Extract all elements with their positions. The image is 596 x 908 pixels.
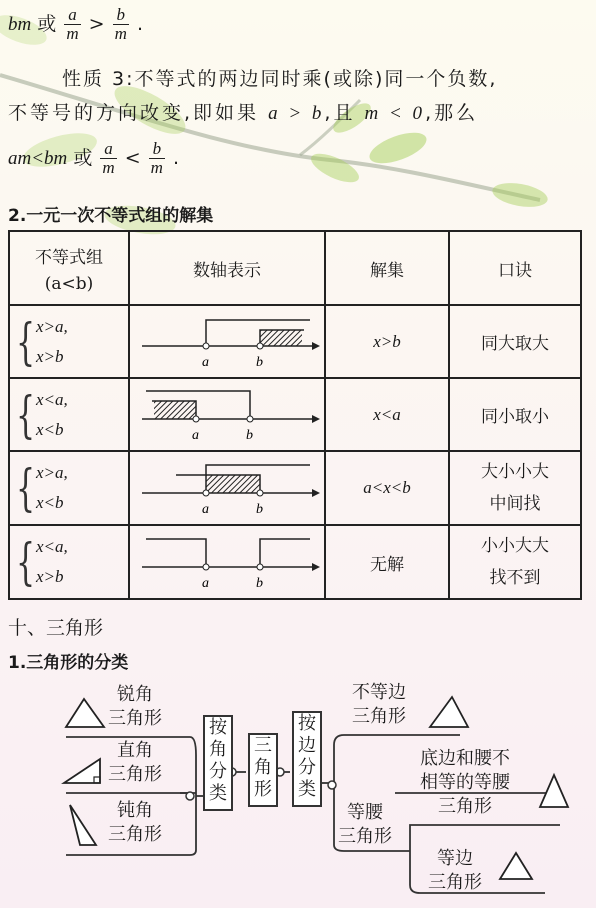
isosceles-triangle-label: 等腰 三角形	[338, 802, 392, 847]
header-number-line: 数轴表示	[129, 231, 325, 305]
inequality-system: { x>a, x>b	[16, 312, 68, 371]
svg-text:a: a	[192, 428, 199, 443]
property-3-line-c: am<bm 或 $\frac{a}{m}$ < $\frac{b}{m}$ .	[8, 139, 180, 177]
fraction-a-over-m-2: $\frac{a}{m}$	[102, 139, 115, 177]
obtuse-triangle-icon	[70, 805, 96, 845]
triangle-center-box: 三 角 形	[248, 733, 278, 807]
number-line-diagram	[132, 306, 322, 372]
svg-text:b: b	[256, 355, 263, 370]
fraction-a-over-m: $\frac{a}{m}$	[66, 5, 79, 43]
table-row	[9, 451, 581, 525]
by-angle-box: 按 角 分 类	[203, 715, 233, 811]
solution-cell: x<a	[325, 378, 449, 451]
fraction-b-over-m-2: $\frac{b}{m}$	[150, 139, 163, 177]
fraction-b-over-m: $\frac{b}{m}$	[114, 5, 127, 43]
scalene-triangle-label: 不等边 三角形	[352, 682, 406, 727]
number-line-diagram	[132, 379, 322, 445]
svg-text:a: a	[202, 355, 209, 370]
section-10-title: 十、三角形	[8, 617, 104, 639]
obtuse-triangle-label: 钝角 三角形	[108, 800, 162, 845]
table-row	[9, 305, 581, 378]
inequality-system: { x<a, x>b	[16, 533, 68, 591]
table-header-row	[9, 231, 581, 305]
svg-text:b: b	[256, 501, 263, 517]
header-rhyme: 口诀	[449, 231, 581, 305]
table-row	[9, 525, 581, 599]
header-system: 不等式组 (a<b)	[9, 231, 129, 305]
acute-triangle-icon	[66, 699, 104, 727]
inequality-system-table	[8, 230, 582, 600]
iso-unequal-label: 底边和腰不 相等的等腰 三角形	[420, 748, 510, 817]
svg-text:b: b	[256, 575, 263, 591]
solution-cell: 无解	[325, 525, 449, 599]
inequality-system: { x>a, x<b	[16, 459, 68, 517]
svg-text:a: a	[202, 575, 209, 591]
number-line-cell	[129, 378, 325, 451]
triangle-classification-diagram	[0, 675, 596, 908]
number-line-cell	[129, 451, 325, 525]
rhyme-cell: 小小大大 找不到	[449, 525, 581, 599]
table-row	[9, 378, 581, 451]
equilateral-triangle-icon	[500, 853, 532, 879]
number-line-diagram	[132, 453, 322, 519]
property-3-line-a: 性质 3:不等式的两边同时乘(或除)同一个负数,	[62, 68, 498, 90]
inequality-system: { x<a, x<b	[16, 385, 68, 444]
formula-line-1: bm 或 $\frac{a}{m}$ > $\frac{b}{m}$ .	[8, 5, 144, 43]
header-solution: 解集	[325, 231, 449, 305]
solution-cell: a<x<b	[325, 451, 449, 525]
by-side-box: 按 边 分 类	[292, 711, 322, 807]
number-line-diagram	[132, 527, 322, 593]
svg-text:b: b	[246, 428, 253, 443]
solution-cell: x>b	[325, 305, 449, 378]
property-3-line-b: 不等号的方向改变,即如果 a > b,且 m < 0,那么	[8, 102, 479, 124]
isosceles-triangle-icon	[540, 775, 568, 807]
number-line-cell	[129, 525, 325, 599]
svg-text:a: a	[202, 501, 209, 517]
rhyme-cell: 同大取大	[449, 305, 581, 378]
section-2-title: 2.一元一次不等式组的解集	[8, 206, 214, 226]
number-line-cell	[129, 305, 325, 378]
right-triangle-label: 直角 三角形	[108, 740, 162, 785]
equilateral-triangle-label: 等边 三角形	[428, 848, 482, 893]
section-1-title: 1.三角形的分类	[8, 653, 129, 673]
acute-triangle-label: 锐角 三角形	[108, 684, 162, 729]
rhyme-cell: 同小取小	[449, 378, 581, 451]
rhyme-cell: 大小小大 中间找	[449, 451, 581, 525]
scalene-triangle-icon	[430, 697, 468, 727]
